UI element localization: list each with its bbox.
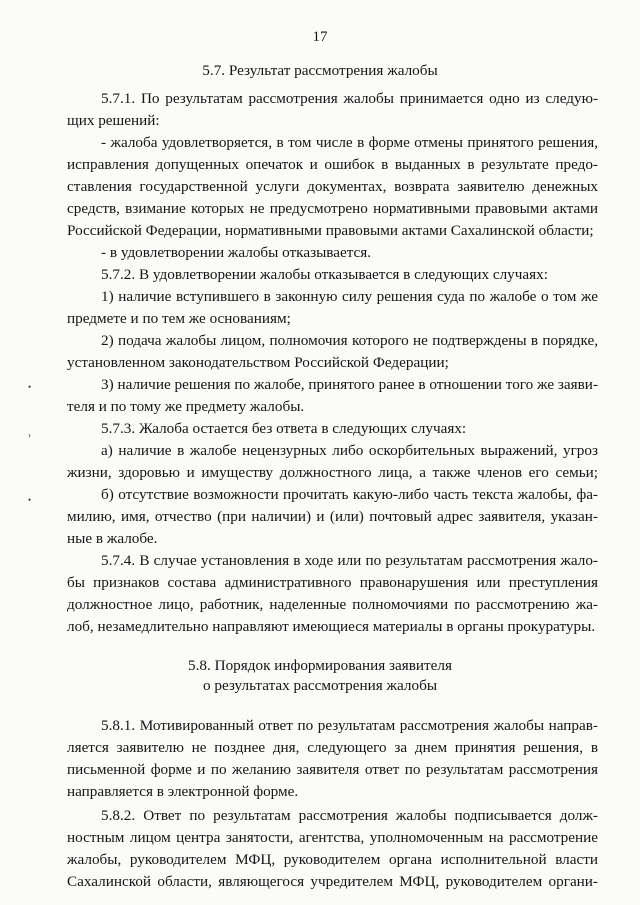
text-line: Сахалинской области, являющегося учредителем МФЦ, руководителем органи- xyxy=(67,873,598,890)
text-line: письменной форме и по желанию заявителя ответ по результатам рассмотрения xyxy=(67,761,598,778)
text-line: бы признаков состава административного правонарушения или преступления xyxy=(67,574,598,591)
section-title-5-8-line-2: о результатах рассмотрения жалобы xyxy=(202,677,438,694)
text-line: щих решений: xyxy=(67,112,160,129)
text-line: 5.7.2. В удовлетворении жалобы отказывается в следующих случаях: xyxy=(101,266,548,283)
text-line: 5.7.4. В случае установления в ходе или по результатам рассмотрения жало- xyxy=(101,552,598,569)
text-line: б) отсутствие возможности прочитать какую-либо часть текста жалобы, фа- xyxy=(101,486,598,503)
text-line: ставления государственной услуги документах, возврата заявителю денежных xyxy=(67,178,598,195)
text-line: направляется в электронной форме. xyxy=(67,783,299,800)
text-line: Российской Федерации, нормативными правовыми актами Сахалинской области; xyxy=(67,222,594,239)
text-line: - жалоба удовлетворяется, в том числе в форме отмены принятого решения, xyxy=(101,134,598,151)
text-line: 5.8.2. Ответ по результатам рассмотрения жалобы подписывается долж- xyxy=(101,807,598,824)
scan-speck: • xyxy=(28,495,32,505)
text-line: а) наличие в жалобе нецензурных либо оскорбительных выражений, угроз xyxy=(101,442,598,459)
text-line: исправления допущенных опечаток и ошибок в выданных в результате предо- xyxy=(67,156,598,173)
text-line: жалобы, руководителем МФЦ, руководителем органа исполнительной власти xyxy=(67,851,598,868)
page-number: 17 xyxy=(312,29,328,45)
text-line: милию, имя, отчество (при наличии) и (или) почтовый адрес заявителя, указан- xyxy=(67,508,598,525)
text-line: 2) подача жалобы лицом, полномочия которого не подтверждены в порядке, xyxy=(101,332,598,349)
text-line: 5.7.3. Жалоба остается без ответа в следующих случаях: xyxy=(101,420,467,437)
text-line: - в удовлетворении жалобы отказывается. xyxy=(101,244,372,261)
text-line: 5.8.1. Мотивированный ответ по результатам рассмотрения жалобы направ- xyxy=(101,717,598,734)
text-line: лоб, незамедлительно направляют имеющиеся материалы в органы прокуратуры. xyxy=(67,618,596,635)
text-line: ностным лицом центра занятости, агентства, уполномоченным на рассмотрение xyxy=(67,829,598,846)
text-line: 1) наличие вступившего в законную силу решения суда по жалобе о том же xyxy=(101,288,598,305)
text-line: предмете и по тем же основаниям; xyxy=(67,310,291,327)
text-line: должностное лицо, работник, наделенные полномочиями по рассмотрению жа- xyxy=(67,596,598,613)
scan-speck: › xyxy=(28,430,31,440)
text-line: средств, взимание которых не предусмотрено нормативными правовыми актами xyxy=(67,200,598,217)
text-line: ные в жалобе. xyxy=(67,530,158,547)
text-line: ляется заявителю не позднее дня, следующего за днем принятия решения, в xyxy=(67,739,598,756)
text-line: 3) наличие решения по жалобе, принятого ранее в отношении того же заяви- xyxy=(101,376,598,393)
text-line: жизни, здоровью и имуществу должностного лица, а также членов его семьи; xyxy=(67,464,598,481)
section-title-5-8: 5.8. Порядок информирования заявителя xyxy=(188,657,452,674)
text-line: установленном законодательством Российской Федерации; xyxy=(67,354,449,371)
text-line: теля и по тому же предмету жалобы. xyxy=(67,398,305,415)
text-line: 5.7.1. По результатам рассмотрения жалобы принимается одно из следую- xyxy=(101,90,598,107)
section-title-5-7: 5.7. Результат рассмотрения жалобы xyxy=(202,62,438,79)
scan-speck: • xyxy=(28,382,32,392)
